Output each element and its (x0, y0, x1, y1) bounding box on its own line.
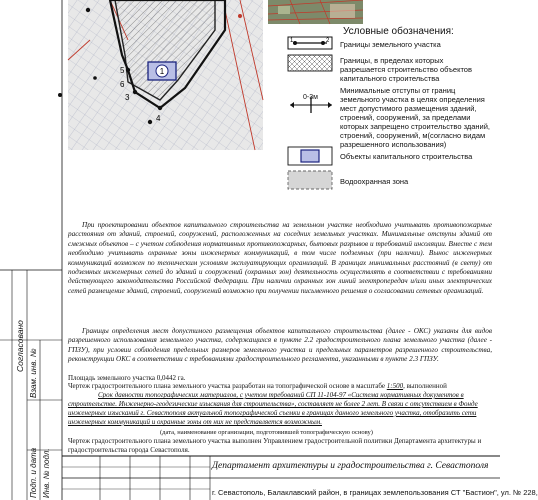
vertex-label: 4 (156, 114, 161, 123)
drawing-scale-line: Чертеж градостроительного плана земельного участка разработан на топографической основе в масштабе 1:500, выполненной (68, 382, 447, 390)
setback-value: 0-3м (303, 94, 318, 101)
department-name: Департамент архитектуры и градостроительства г. Севастополя (212, 461, 489, 471)
scale-value: 1:500 (386, 382, 404, 390)
svg-text:2: 2 (326, 38, 330, 44)
org-caption: (дата, наименование организации, подготовившей топографическую основу) (160, 429, 373, 436)
oks-label: Объекты капитального строительства (340, 152, 473, 161)
vertex-label: 5 (120, 66, 125, 75)
build-area-label: Границы, в пределах которых разрешается строительство объектов капитального строительства (340, 56, 472, 83)
svg-text:1: 1 (290, 38, 294, 44)
strip-replaced-inv: Взам. инв. № (29, 348, 38, 398)
strip-signature-date: Подп. и дата (29, 447, 38, 498)
water-zone-label: Водоохранная зона (340, 177, 409, 186)
vertex-label: 3 (125, 93, 130, 102)
fire-safety-paragraph: При проектировании объектов капитального строительства на земельном участке необходимо учитывать противопожарные расстояния от зданий, строений, сооружений, расположенных на соседних земельных участках. Минимальные отступы зданий от смежных объектов – с учетом соблюдения нормативных противопожарных, бытовых разрывов и требований инсоляции. Вместе с тем необходимо учитывать охранные зоны инженерных коммуникаций, в том числе подземных (при наличии). Вынос инженерных коммуникаций возможен по техническим условиям эксплуатирующих организаций. В границах минимальных расстояний (в свету) от подземных инженерных сетей до зданий и сооружений (охранных зон) деятельность осуществлять в соответствии с требованиями действующего законодательства Российской Федерации. При наличии охранных зон линий электропередач и/или иных электрических сетей размещение зданий, строений, сооружений возможно при получении письменного решения о согласовании сетевых организаций. (68, 221, 492, 295)
legend-title: Условные обозначения: (343, 26, 454, 37)
prepared-by-line: Чертеж градостроительного плана земельного участка выполнен Управлением градостроительной политики Департамента архитектуры и градостроительства города Севастополя. (68, 437, 482, 454)
topo-note: Срок давности топографических материалов, с учетом требований СП 11-104-97 «Система нормативных документов в строительстве. Инженерно-геодезические изыскания для строительства», составляет не более 2 лет. В связи с отсутствием в Фонде инженерных изысканий г. Севастополя актуальной топографической съемки в границах данного земельного участка, отобразить сети инженерных коммуникаций и охранные зоны от них не представляется возможным. (68, 391, 478, 426)
strip-original-inv: Инв. № подл. (42, 448, 51, 498)
setback-label: Минимальные отступы от границ земельного участка в целях определения мест допустимого размещения зданий, строений, сооружений, за пределами которых запрещено строительство зданий, строений, сооружений, м(согласно видам разрешенного использования) (340, 86, 490, 149)
permitted-area-paragraph: Границы определения мест допустимого размещения объектов капитального строительства (далее - ОКС) указаны для видов разрешенного использования земельного участка, содержащихся в пункте 2.2 градостроительного плана земельного участка (далее - ГПЗУ), при условии соблюдения предельных размеров земельного участка и предельных параметров разрешенного строительства, реконструкции ОКС в соответствии с требованиями градостроительного регламента, указанными в пункте 2.3 ГПЗУ. (68, 327, 492, 364)
vertex-label: 6 (120, 80, 125, 89)
object-number: 1 (159, 67, 165, 76)
plot-area: Площадь земельного участка 0,0442 га. (68, 374, 186, 382)
site-address: г. Севастополь, Балаклавский район, в границах землепользования СТ "Бастион", ул. № 228, (212, 488, 538, 497)
strip-agreed: Согласовано (15, 320, 25, 372)
boundary-label: Границы земельного участка (340, 40, 441, 49)
